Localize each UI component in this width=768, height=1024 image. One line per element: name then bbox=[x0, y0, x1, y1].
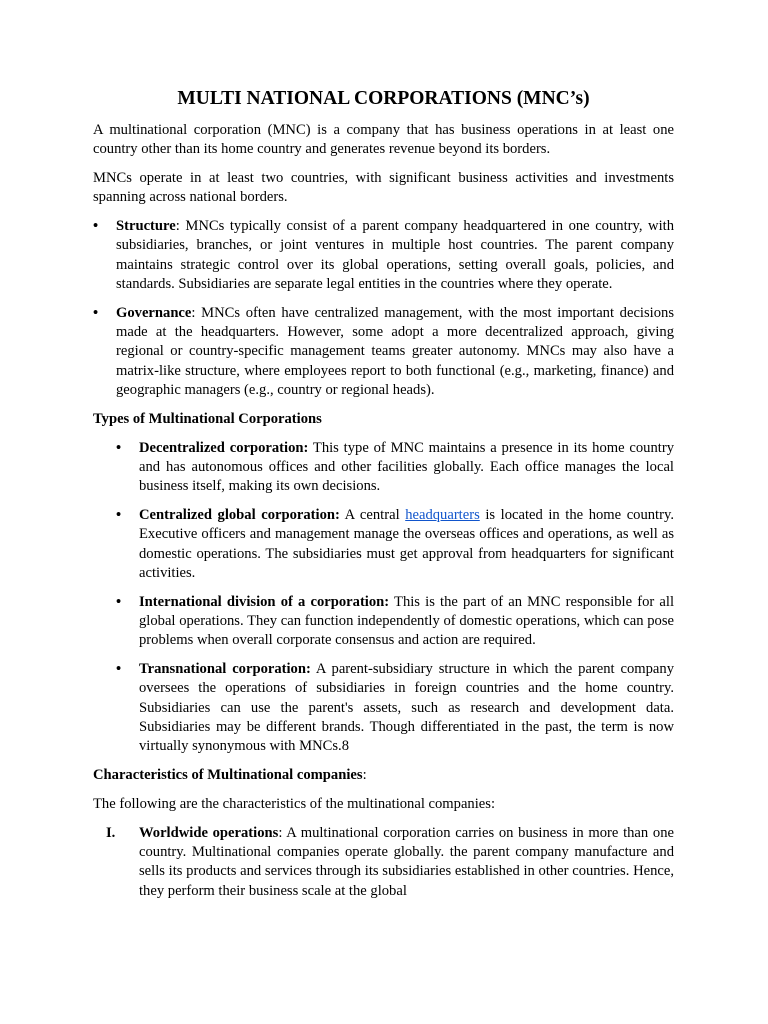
characteristics-heading-text: Characteristics of Multinational companies bbox=[93, 767, 363, 784]
types-heading bbox=[93, 410, 674, 429]
type-text: A parent-subsidiary structure in which the parent company oversees the operations of subsidiaries in foreign countries and the home country. Subsidiaries can use the parent's assets, such as research and development data. Subsidiaries may be different brands. Though differentiated in the past, the term is now virtually synonymous with MNCs.8 bbox=[139, 661, 674, 755]
characteristic-term: Worldwide operations bbox=[139, 824, 279, 841]
intro-paragraph-1: A multinational corporation (MNC) is a company that has business operations in at least one country other than its home country and generates revenue beyond its borders. bbox=[93, 122, 674, 158]
types-list bbox=[93, 439, 674, 757]
type-item-transnational bbox=[93, 660, 674, 756]
intro-paragraph-2: MNCs operate in at least two countries, with significant business activities and investments spanning across national borders. bbox=[93, 170, 674, 206]
bullet-icon: • bbox=[116, 439, 122, 456]
feature-item-governance bbox=[93, 304, 674, 400]
document-title: MULTI NATIONAL CORPORATIONS (MNC’s) bbox=[177, 88, 590, 109]
feature-separator: : bbox=[191, 304, 196, 321]
type-text-before-link: A central bbox=[339, 507, 406, 524]
characteristics-heading bbox=[93, 766, 674, 785]
feature-separator: : bbox=[175, 218, 180, 235]
bullet-icon: • bbox=[116, 593, 122, 610]
list-number: I. bbox=[106, 824, 116, 841]
characteristics-heading-colon: : bbox=[362, 767, 367, 784]
headquarters-link[interactable]: headquarters bbox=[405, 507, 480, 524]
type-item-centralized bbox=[93, 506, 674, 583]
characteristic-text: A multinational corporation carries on business in more than one country. Multinational companies operate globally. the parent company manufacture and sells its products and services through its subsidiaries established in other countries. Hence, they perform their business scale at the global bbox=[139, 824, 674, 899]
bullet-icon: • bbox=[116, 661, 122, 678]
feature-item-structure bbox=[93, 217, 674, 294]
feature-text: MNCs typically consist of a parent company headquartered in one country, with subsidiaries, branches, or joint ventures in multiple host countries. The parent company maintains strategic control over its global operations, setting overall goals, policies, and standards. Subsidiaries are separate legal entities in the countries where they operate. bbox=[116, 218, 674, 293]
type-item-international-division bbox=[93, 593, 674, 651]
feature-term: Structure bbox=[116, 218, 176, 235]
characteristic-item-worldwide-operations bbox=[93, 824, 674, 901]
bullet-icon: • bbox=[93, 304, 99, 321]
types-heading-text: Types of Multinational Corporations bbox=[93, 410, 322, 427]
type-text: This is the part of an MNC responsible for all global operations. They can function independently of domestic operations, which can pose problems when overall corporate consensus and action are required. bbox=[139, 593, 675, 649]
type-term: Transnational corporation: bbox=[139, 661, 311, 678]
bullet-icon: • bbox=[93, 218, 99, 235]
characteristic-separator: : bbox=[278, 824, 283, 841]
type-text: This type of MNC maintains a presence in its home country and has autonomous offices and other facilities globally. Each office manages the local business itself, making its own decisions. bbox=[139, 439, 674, 495]
features-list bbox=[93, 217, 674, 400]
bullet-icon: • bbox=[116, 507, 122, 524]
characteristics-list bbox=[93, 824, 674, 901]
type-term: International division of a corporation: bbox=[139, 593, 390, 610]
type-text: is located in the home country. Executive officers and management manage the overseas offices and operations, as well as domestic operations. The subsidiaries must get approval from headquarters for significant activities. bbox=[139, 507, 674, 581]
type-term: Centralized global corporation: bbox=[139, 507, 340, 524]
feature-term: Governance bbox=[116, 304, 192, 321]
type-item-decentralized bbox=[93, 439, 674, 497]
characteristics-intro: The following are the characteristics of the multinational companies: bbox=[93, 795, 495, 812]
type-term: Decentralized corporation: bbox=[139, 439, 309, 456]
feature-text: MNCs often have centralized management, with the most important decisions made at the headquarters. However, some adopt a more decentralized approach, giving regional or country-specific management teams greater autonomy. MNCs may also have a matrix-like structure, where employees report to both functional (e.g., marketing, finance) and geographic managers (e.g., country or regional heads). bbox=[116, 304, 674, 399]
